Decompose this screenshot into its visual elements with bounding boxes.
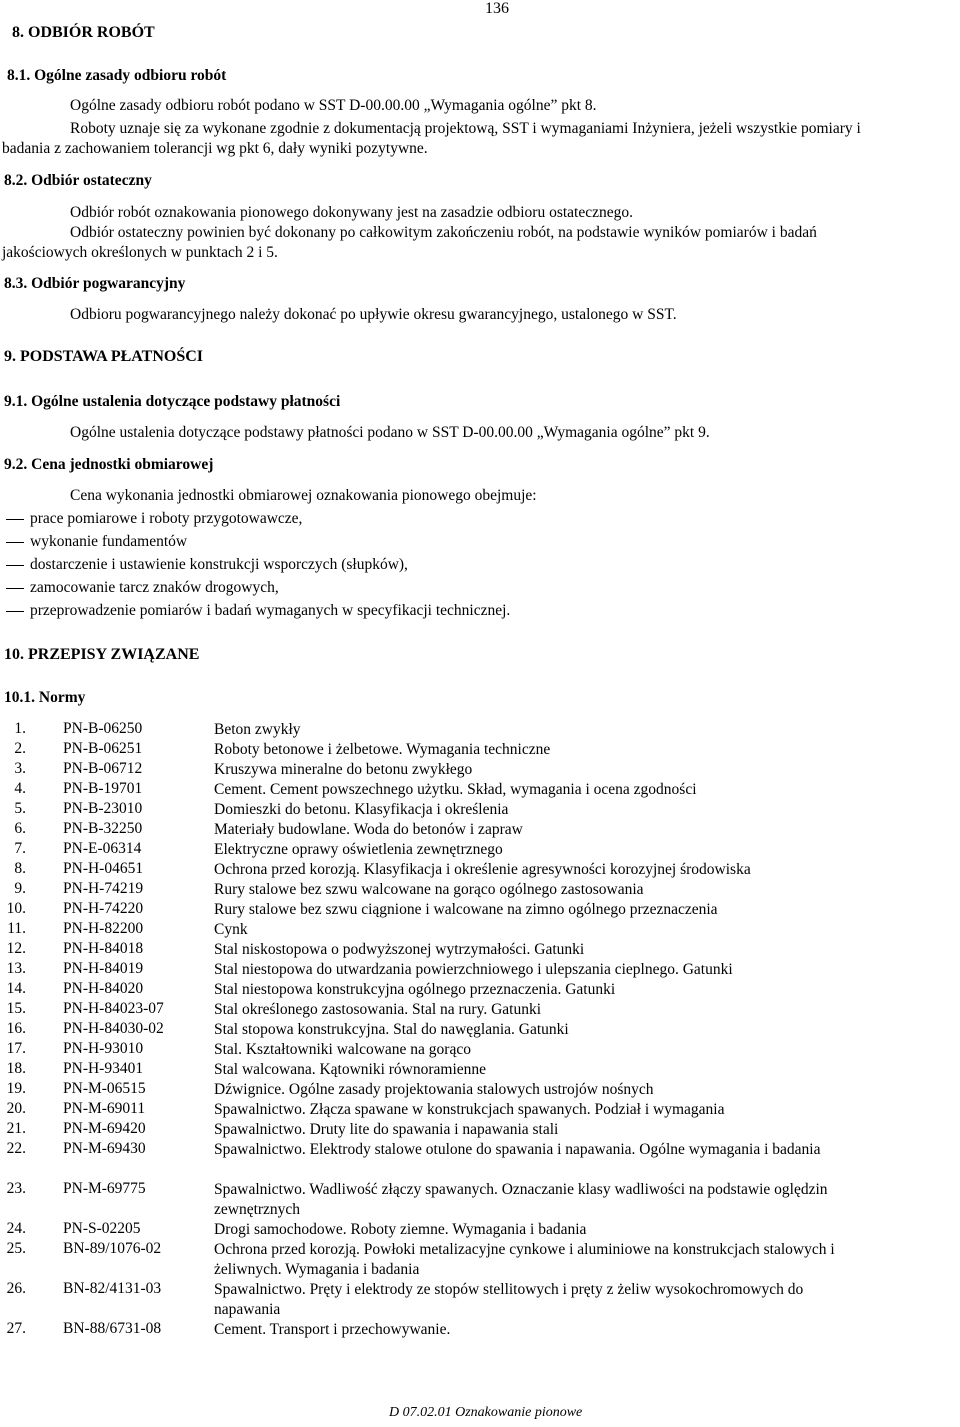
- paragraph: jakościowych określonych w punktach 2 i 5.: [2, 244, 278, 261]
- paragraph: Odbiór ostateczny powinien być dokonany po całkowitym zakończeniu robót, na podstawie wyników pomiarów i badań: [70, 224, 817, 241]
- norm-code: PN-M-69011: [63, 1100, 146, 1117]
- norm-code: PN-B-06712: [63, 760, 143, 777]
- norm-code: PN-B-32250: [63, 820, 143, 837]
- norm-code: PN-H-74219: [63, 880, 144, 897]
- norm-code: BN-89/1076-02: [63, 1240, 162, 1257]
- norm-code: PN-B-19701: [63, 780, 143, 797]
- norm-code: PN-E-06314: [63, 840, 142, 857]
- norm-code: PN-B-23010: [63, 800, 143, 817]
- norm-number: 27.: [6, 1320, 26, 1337]
- section-10-title: 10. PRZEPISY ZWIĄZANE: [4, 646, 200, 663]
- norm-number: 8.: [14, 860, 26, 877]
- norm-description: Elektryczne oprawy oświetlenia zewnętrznego: [214, 841, 503, 858]
- paragraph: Odbiór robót oznakowania pionowego dokonywany jest na zasadzie odbioru ostatecznego.: [70, 204, 634, 221]
- norm-number: 7.: [14, 840, 26, 857]
- norm-number: 4.: [14, 780, 26, 797]
- norm-description: Spawalnictwo. Pręty i elektrody ze stopów stellitowych i pręty z żeliw wysokochromowych do napawania: [214, 1281, 804, 1318]
- norm-number: 20.: [6, 1100, 26, 1117]
- norm-description: Stal stopowa konstrukcyjna. Stal do nawęglania. Gatunki: [214, 1021, 569, 1038]
- norm-number: 11.: [7, 920, 26, 937]
- norm-number: 9.: [14, 880, 26, 897]
- norm-number: 26.: [6, 1280, 26, 1297]
- norm-number: 23.: [6, 1180, 26, 1197]
- list-item: dostarczenie i ustawienie konstrukcji wsporczych (słupków),: [30, 556, 408, 573]
- dash-bullet: [6, 588, 24, 589]
- norm-code: PN-H-84019: [63, 960, 144, 977]
- norm-code: PN-H-74220: [63, 900, 144, 917]
- norm-number: 19.: [6, 1080, 26, 1097]
- norm-description: Spawalnictwo. Złącza spawane w konstrukcjach spawanych. Podział i wymagania: [214, 1101, 725, 1118]
- norm-code: PN-H-84030-02: [63, 1020, 164, 1037]
- norm-number: 10.: [6, 900, 26, 917]
- norm-description: Ochrona przed korozją. Powłoki metalizacyjne cynkowe i aluminiowe na konstrukcjach stalowych i żeliwnych. Wymagania i badania: [214, 1241, 835, 1278]
- dash-bullet: [6, 611, 24, 612]
- norm-description: Ochrona przed korozją. Klasyfikacja i określenie agresywności korozyjnej środowiska: [214, 861, 751, 878]
- dash-bullet: [6, 519, 24, 520]
- list-item: zamocowanie tarcz znaków drogowych,: [30, 579, 279, 596]
- norm-description: Beton zwykły: [214, 721, 301, 738]
- norm-number: 18.: [6, 1060, 26, 1077]
- paragraph: Ogólne zasady odbioru robót podano w SST D-00.00.00 „Wymagania ogólne” pkt 8.: [70, 97, 597, 114]
- norm-number: 16.: [6, 1020, 26, 1037]
- norm-code: PN-H-82200: [63, 920, 144, 937]
- norm-description: Cynk: [214, 921, 248, 938]
- norm-code: PN-H-84018: [63, 940, 144, 957]
- norm-description: Stal niestopowa konstrukcyjna ogólnego przeznaczenia. Gatunki: [214, 981, 616, 998]
- list-item: prace pomiarowe i roboty przygotowawcze,: [30, 510, 303, 527]
- norm-number: 22.: [6, 1140, 26, 1157]
- norm-code: PN-B-06251: [63, 740, 143, 757]
- section-8-3-title: 8.3. Odbiór pogwarancyjny: [4, 275, 186, 292]
- section-9-title: 9. PODSTAWA PŁATNOŚCI: [4, 348, 203, 365]
- section-9-2-title: 9.2. Cena jednostki obmiarowej: [4, 456, 214, 473]
- norm-code: PN-H-93010: [63, 1040, 144, 1057]
- norm-number: 17.: [6, 1040, 26, 1057]
- page-footer: D 07.02.01 Oznakowanie pionowe: [389, 1405, 583, 1420]
- page-number: 136: [485, 0, 509, 17]
- norm-description: Stal niskostopowa o podwyższonej wytrzymałości. Gatunki: [214, 941, 585, 958]
- norm-number: 2.: [14, 740, 26, 757]
- norm-description: Cement. Transport i przechowywanie.: [214, 1321, 451, 1338]
- dash-bullet: [6, 565, 24, 566]
- section-8-2-title: 8.2. Odbiór ostateczny: [4, 172, 152, 189]
- dash-bullet: [6, 542, 24, 543]
- norm-code: PN-H-04651: [63, 860, 144, 877]
- section-8-title: 8. ODBIÓR ROBÓT: [12, 24, 155, 41]
- norm-code: PN-M-69420: [63, 1120, 146, 1137]
- norm-code: PN-H-84020: [63, 980, 144, 997]
- norm-code: PN-S-02205: [63, 1220, 141, 1237]
- norm-description: Rury stalowe bez szwu walcowane na gorąco ogólnego zastosowania: [214, 881, 644, 898]
- section-8-1-title: 8.1. Ogólne zasady odbioru robót: [7, 67, 227, 84]
- norm-number: 25.: [6, 1240, 26, 1257]
- norm-description: Roboty betonowe i żelbetowe. Wymagania techniczne: [214, 741, 551, 758]
- section-9-1-title: 9.1. Ogólne ustalenia dotyczące podstawy płatności: [4, 393, 341, 410]
- norm-number: 24.: [6, 1220, 26, 1237]
- norm-code: PN-M-69430: [63, 1140, 146, 1157]
- norm-code: PN-M-06515: [63, 1080, 146, 1097]
- norm-description: Spawalnictwo. Wadliwość złączy spawanych. Oznaczanie klasy wadliwości na podstawie oględzin zewnętrznych: [214, 1181, 828, 1218]
- paragraph: badania z zachowaniem tolerancji wg pkt 6, dały wyniki pozytywne.: [2, 140, 428, 157]
- norm-description: Dźwignice. Ogólne zasady projektowania stalowych ustrojów nośnych: [214, 1081, 654, 1098]
- norm-description: Stal walcowana. Kątowniki równoramienne: [214, 1061, 487, 1078]
- norm-number: 3.: [14, 760, 26, 777]
- norm-number: 15.: [6, 1000, 26, 1017]
- norm-number: 5.: [14, 800, 26, 817]
- norm-number: 6.: [14, 820, 26, 837]
- section-10-1-title: 10.1. Normy: [4, 689, 86, 706]
- norm-description: Stal. Kształtowniki walcowane na gorąco: [214, 1041, 471, 1058]
- norm-description: Drogi samochodowe. Roboty ziemne. Wymagania i badania: [214, 1221, 587, 1238]
- norm-description: Rury stalowe bez szwu ciągnione i walcowane na zimno ogólnego przeznaczenia: [214, 901, 718, 918]
- norm-description: Spawalnictwo. Druty lite do spawania i napawania stali: [214, 1121, 559, 1138]
- norm-description: Kruszywa mineralne do betonu zwykłego: [214, 761, 473, 778]
- norm-description: Cement. Cement powszechnego użytku. Skład, wymagania i ocena zgodności: [214, 781, 697, 798]
- norm-code: PN-M-69775: [63, 1180, 146, 1197]
- norm-number: 13.: [6, 960, 26, 977]
- paragraph: Ogólne ustalenia dotyczące podstawy płatności podano w SST D-00.00.00 „Wymagania ogólne” pkt 9.: [70, 424, 710, 441]
- norm-code: PN-H-93401: [63, 1060, 144, 1077]
- norm-number: 14.: [6, 980, 26, 997]
- norm-description: Spawalnictwo. Elektrody stalowe otulone do spawania i napawania. Ogólne wymagania i badania: [214, 1141, 821, 1158]
- norm-code: PN-B-06250: [63, 720, 143, 737]
- norm-number: 1.: [14, 720, 26, 737]
- paragraph: Roboty uznaje się za wykonane zgodnie z dokumentacją projektową, SST i wymaganiami Inżyniera, jeżeli wszystkie pomiary i: [70, 120, 861, 137]
- paragraph: Odbioru pogwarancyjnego należy dokonać po upływie okresu gwarancyjnego, ustalonego w SST.: [70, 306, 677, 323]
- paragraph: Cena wykonania jednostki obmiarowej oznakowania pionowego obejmuje:: [70, 487, 537, 504]
- norm-code: BN-82/4131-03: [63, 1280, 162, 1297]
- norm-code: PN-H-84023-07: [63, 1000, 164, 1017]
- norm-number: 12.: [6, 940, 26, 957]
- norm-code: BN-88/6731-08: [63, 1320, 162, 1337]
- norm-number: 21.: [6, 1120, 26, 1137]
- norm-description: Stal określonego zastosowania. Stal na rury. Gatunki: [214, 1001, 542, 1018]
- list-item: przeprowadzenie pomiarów i badań wymaganych w specyfikacji technicznej.: [30, 602, 511, 619]
- list-item: wykonanie fundamentów: [30, 533, 188, 550]
- norm-description: Domieszki do betonu. Klasyfikacja i określenia: [214, 801, 509, 818]
- norm-description: Stal niestopowa do utwardzania powierzchniowego i ulepszania cieplnego. Gatunki: [214, 961, 733, 978]
- norm-description: Materiały budowlane. Woda do betonów i zapraw: [214, 821, 523, 838]
